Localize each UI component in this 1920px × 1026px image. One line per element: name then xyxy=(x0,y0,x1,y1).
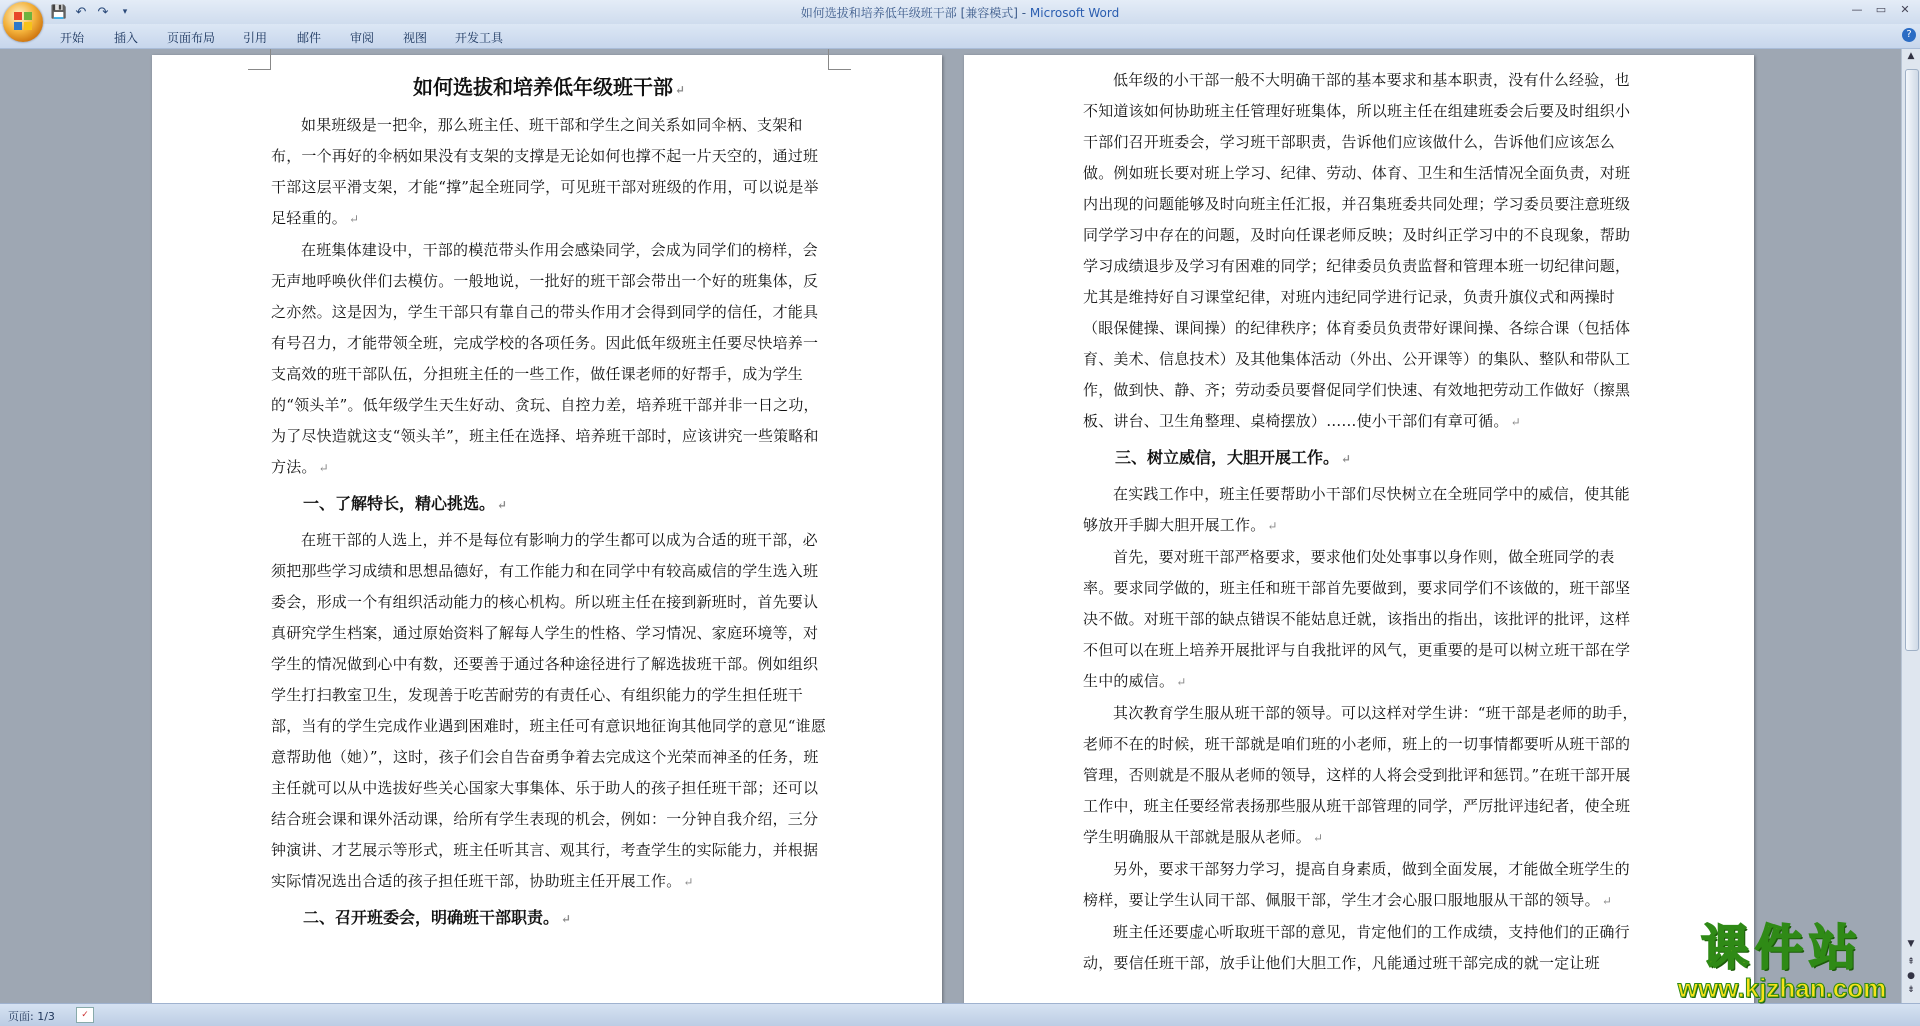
tab-review[interactable]: 审阅 xyxy=(350,31,375,45)
page-count[interactable]: 页面: 1/3 xyxy=(8,1010,55,1023)
document-heading: 如何选拔和培养低年级班干部 ↵ xyxy=(412,75,686,99)
paragraph: 首先，要对班干部严格要求，要求他们处处事事以身作则，做全班同学的表率。要求同学做的，班主任和班干部首先要做到，要求同学们不该做的，班干部坚决不做。对班干部的缺点错误不能姑息迁就，该指出的指出，该批评的批评，这样不但可以在班上培养开展批评与自我批评的风气，更重要的是可以树立班干部在学生中的威信。 ↵ xyxy=(1083,548,1631,690)
paragraph: 低年级的小干部一般不大明确干部的基本要求和基本职责，没有什么经验，也不知道该如何协助班主任管理好班集体，所以班主任在组建班委会后要及时组织小干部们召开班委会，学习班干部职责，告诉他们应该做什么，告诉他们应该怎么做。例如班长要对班上学习、纪律、劳动、体育、卫生和生活情况全面负责，对班内出现的问题能够及时向班主任汇报，并召集班委共同处理；学习委员要注意班级同学学习中存在的问题，及时向任课老师反映；及时纠正学习中的不良现象，帮助学习成绩退步及学习有困难的同学；纪律委员负责监督和管理本班一切纪律问题，尤其是维持好自习课堂纪律，对班内违纪同学进行记录，负责升旗仪式和两操时（眼保健操、课间操）的纪律秩序；体育委员负责带好课间操、各综合课（包括体育、美术、信息技术）及其他集体活动（外出、公开课等）的集队、整队和带队工作，做到快、静、齐；劳动委员要督促同学们快速、有效地把劳动工作做好（擦黑板、讲台、卫生角整理、桌椅摆放）……使小干部们有章可循。 ↵ xyxy=(1083,71,1631,430)
next-page-icon[interactable]: ⇟ xyxy=(1907,985,1915,995)
scroll-down-arrow-icon[interactable]: ▼ xyxy=(1907,939,1915,949)
document-workspace xyxy=(0,49,1902,1003)
tab-mailings[interactable]: 邮件 xyxy=(297,31,322,45)
margin-corner-mark xyxy=(248,49,271,70)
page-2-content xyxy=(1083,65,1639,979)
paragraph-mark: ↵ xyxy=(1313,831,1324,845)
vertical-scrollbar[interactable] xyxy=(1901,49,1920,1003)
section-heading: 三、树立威信，大胆开展工作。 ↵ xyxy=(1115,448,1352,467)
customize-qat-icon[interactable]: ▾ xyxy=(122,7,128,17)
document-name: 如何选拔和培养低年级班干部 [兼容模式] - xyxy=(800,6,1030,20)
paragraph-mark: ↵ xyxy=(561,912,572,926)
window-title xyxy=(0,4,1920,21)
paragraph-mark: ↵ xyxy=(683,875,694,889)
paragraph: 另外，要求干部努力学习，提高自身素质，做到全面发展，才能做全班学生的榜样，要让学生认同干部、佩服干部，学生才会心服口服地服从干部的领导。 ↵ xyxy=(1083,860,1630,909)
tab-insert[interactable]: 插入 xyxy=(114,31,139,45)
scrollbar-thumb[interactable] xyxy=(1905,69,1919,651)
save-icon[interactable]: 💾 xyxy=(50,4,68,20)
paragraph: 在班集体建设中，干部的模范带头作用会感染同学，会成为同学们的榜样，会无声地呼唤伙伴们去模仿。一般地说，一批好的班干部会带出一个好的班集体，反之亦然。这是因为，学生干部只有靠自己的带头作用才会得到同学的信任，才能具有号召力，才能带领全班，完成学校的各项任务。因此低年级班主任要尽快培养一支高效的班干部队伍，分担班主任的一些工作，做任课老师的好帮手，成为学生的“领头羊”。低年级学生天生好动、贪玩、自控力差，培养班干部并非一日之功，为了尽快造就这支“领头羊”，班主任在选择、培养班干部时，应该讲究一些策略和方法。 ↵ xyxy=(271,241,819,476)
paragraph-mark: ↵ xyxy=(1341,452,1352,466)
app-name: Microsoft Word xyxy=(1029,6,1120,20)
undo-icon[interactable]: ↶ xyxy=(75,4,87,20)
paragraph-mark: ↵ xyxy=(318,461,329,475)
proofing-icon[interactable]: ✓ xyxy=(76,1007,94,1023)
page-1[interactable] xyxy=(152,55,942,1003)
paragraph: 如果班级是一把伞，那么班主任、班干部和学生之间关系如同伞柄、支架和布，一个再好的伞柄如果没有支架的支撑是无论如何也撑不起一片天空的，通过班干部这层平滑支架，才能“撑”起全班同学，可见班干部对班级的作用，可以说是举足轻重的。 ↵ xyxy=(271,116,819,227)
scroll-up-arrow-icon[interactable]: ▲ xyxy=(1907,51,1915,61)
office-button[interactable] xyxy=(3,2,43,42)
paragraph-mark: ↵ xyxy=(1176,675,1187,689)
maximize-button[interactable]: ▭ xyxy=(1875,3,1887,16)
margin-corner-mark xyxy=(828,49,851,70)
paragraph-mark: ↵ xyxy=(497,498,508,512)
paragraph-mark: ↵ xyxy=(1510,415,1521,429)
close-button[interactable]: ✕ xyxy=(1900,3,1910,16)
help-icon[interactable]: ? xyxy=(1902,28,1916,42)
watermark-logo xyxy=(1671,922,1893,1002)
paragraph: 班主任还要虚心听取班干部的意见，肯定他们的工作成绩，支持他们的正确行动，要信任班干部，放手让他们大胆工作，凡能通过班干部完成的就一定让班 xyxy=(1083,923,1630,972)
window-controls xyxy=(1846,2,1916,18)
page-1-content xyxy=(271,65,827,939)
tab-developer[interactable]: 开发工具 xyxy=(455,31,504,45)
previous-page-icon[interactable]: ⇞ xyxy=(1907,957,1915,967)
watermark-chinese: 课件站 xyxy=(1700,920,1863,976)
title-bar xyxy=(0,0,1920,24)
page-2[interactable] xyxy=(964,55,1754,1003)
select-browse-object-icon[interactable]: ● xyxy=(1907,971,1915,981)
redo-icon[interactable]: ↷ xyxy=(97,4,109,20)
status-bar xyxy=(0,1003,1920,1026)
section-heading: 一、了解特长，精心挑选。 ↵ xyxy=(303,494,508,513)
paragraph-mark: ↵ xyxy=(1601,894,1613,908)
tab-page-layout[interactable]: 页面布局 xyxy=(167,31,216,45)
paragraph: 在实践工作中，班主任要帮助小干部们尽快树立在全班同学中的威信，使其能够放开手脚大胆开展工作。 ↵ xyxy=(1083,485,1630,534)
paragraph-mark: ↵ xyxy=(1267,519,1278,533)
section-heading: 二、召开班委会，明确班干部职责。 ↵ xyxy=(303,908,572,927)
tab-view[interactable]: 视图 xyxy=(403,31,428,45)
paragraph: 其次教育学生服从班干部的领导。可以这样对学生讲：“班干部是老师的助手，老师不在的时候，班干部就是咱们班的小老师，班上的一切事情都要听从班干部的管理，否则就是不服从老师的领导，这样的人将会受到批评和惩罚。”在班干部开展工作中，班主任要经常表扬那些服从班干部管理的同学，严厉批评违纪者，使全班学生明确服从干部就是服从老师。 ↵ xyxy=(1083,704,1638,846)
paragraph-mark: ↵ xyxy=(349,212,360,226)
ribbon-tab-bar xyxy=(0,24,1920,49)
paragraph: 在班干部的人选上，并不是每位有影响力的学生都可以成为合适的班干部，必须把那些学习成绩和思想品德好，有工作能力和在同学中有较高威信的学生选入班委会，形成一个有组织活动能力的核心机构。所以班主任在接到新班时，首先要认真研究学生档案，通过原始资料了解每人学生的性格、学习情况、家庭环境等，对学生的情况做到心中有数，还要善于通过各种途径进行了解选拔班干部。例如组织学生打扫教室卫生，发现善于吃苦耐劳的有责任心、有组织能力的学生担任班干部，当有的学生完成作业遇到困难时，班主任可有意识地征询其他同学的意见“谁愿意帮助他（她）”，这时，孩子们会自告奋勇争着去完成这个光荣而神圣的任务，班主任就可以从中选拔好些关心国家大事集体、乐于助人的孩子担任班干部；还可以结合班会课和课外活动课，给所有学生表现的机会，例如：一分钟自我介绍，三分钟演讲、才艺展示等形式，班主任听其言、观其行，考查学生的实际能力，并根据实际情况选出合适的孩子担任班干部，协助班主任开展工作。 ↵ xyxy=(271,531,827,890)
minimize-button[interactable]: — xyxy=(1851,3,1863,16)
watermark-url: www.kjzhan.com xyxy=(1677,973,1887,1003)
tab-references[interactable]: 引用 xyxy=(243,31,268,45)
office-logo-icon xyxy=(13,11,33,31)
tab-home[interactable]: 开始 xyxy=(60,31,85,45)
